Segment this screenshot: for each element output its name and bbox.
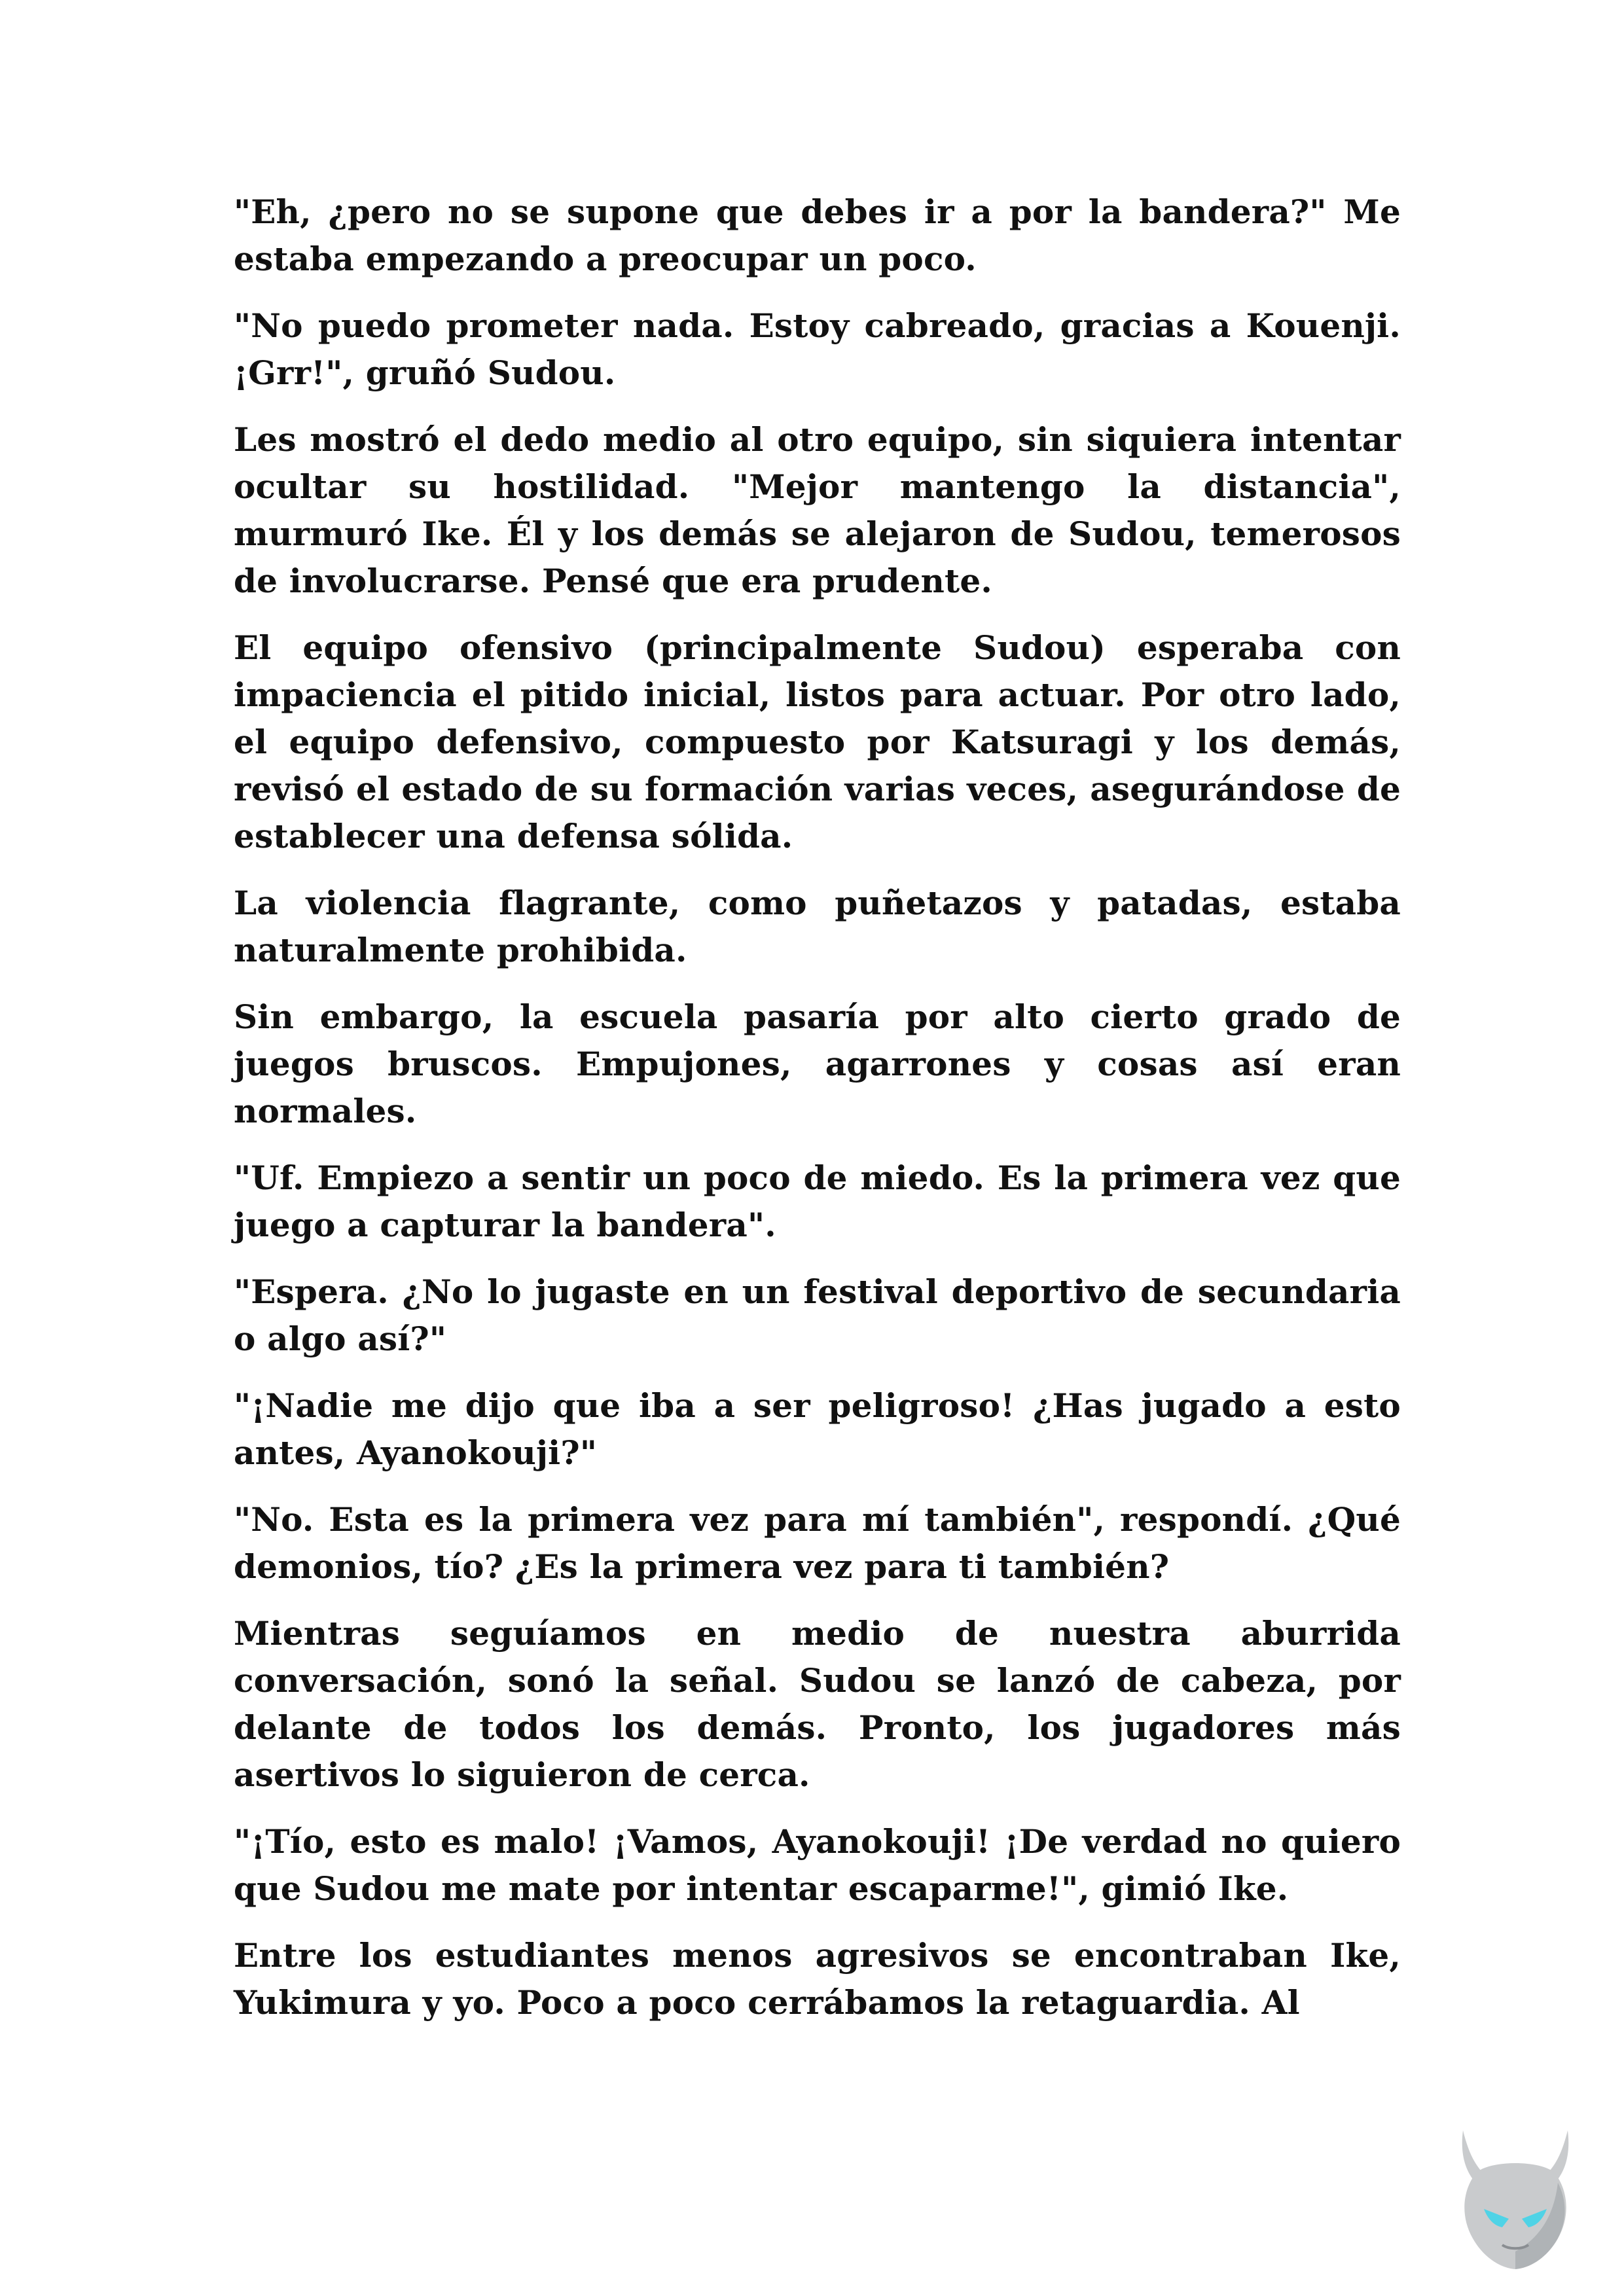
- demon-head-logo-icon: [1437, 2111, 1594, 2274]
- paragraph: "¡Tío, esto es malo! ¡Vamos, Ayanokouji! ¡De verdad no quiero que Sudou me mate por intentar escaparme!", gimió Ike.: [234, 1822, 1401, 1908]
- paragraph: "¡Nadie me dijo que iba a ser peligroso! ¿Has jugado a esto antes, Ayanokouji?": [234, 1386, 1401, 1472]
- paragraph: Les mostró el dedo medio al otro equipo, sin siquiera intentar ocultar su hostilidad. "Mejor mantengo la distancia", murmuró Ike. Él y los demás se alejaron de Sudou, temerosos de involucrarse. Pensé que era prudente.: [234, 420, 1401, 600]
- paragraph: Entre los estudiantes menos agresivos se encontraban Ike, Yukimura y yo. Poco a poco cerrábamos la retaguardia. Al: [234, 1936, 1401, 2022]
- paragraph: "No puedo prometer nada. Estoy cabreado, gracias a Kouenji. ¡Grr!", gruñó Sudou.: [234, 306, 1401, 392]
- paragraph: "Espera. ¿No lo jugaste en un festival deportivo de secundaria o algo así?": [234, 1272, 1401, 1358]
- document-body: [234, 188, 1401, 2046]
- paragraph: "Uf. Empiezo a sentir un poco de miedo. Es la primera vez que juego a capturar la bandera".: [234, 1158, 1401, 1244]
- paragraph: Mientras seguíamos en medio de nuestra aburrida conversación, sonó la señal. Sudou se lanzó de cabeza, por delante de todos los demás. Pronto, los jugadores más asertivos lo siguieron de cerca.: [234, 1614, 1401, 1794]
- paragraph: "Eh, ¿pero no se supone que debes ir a por la bandera?" Me estaba empezando a preocupar un poco.: [234, 192, 1401, 278]
- paragraph: "No. Esta es la primera vez para mí también", respondí. ¿Qué demonios, tío? ¿Es la primera vez para ti también?: [234, 1500, 1401, 1586]
- paragraph: El equipo ofensivo (principalmente Sudou) esperaba con impaciencia el pitido inicial, listos para actuar. Por otro lado, el equipo defensivo, compuesto por Katsuragi y los demás, revisó el estado de su formación varias veces, asegurándose de establecer una defensa sólida.: [234, 628, 1401, 855]
- paragraph: La violencia flagrante, como puñetazos y patadas, estaba naturalmente prohibida.: [234, 884, 1401, 969]
- paragraph: Sin embargo, la escuela pasaría por alto cierto grado de juegos bruscos. Empujones, agarrones y cosas así eran normales.: [234, 997, 1401, 1130]
